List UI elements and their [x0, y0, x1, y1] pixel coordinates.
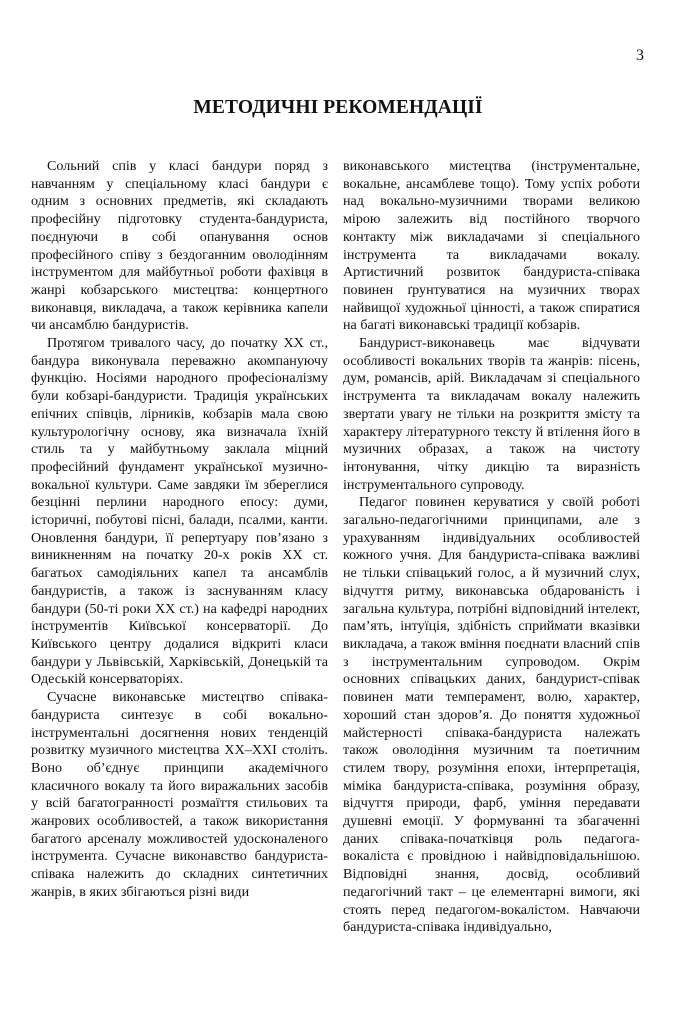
paragraph: Педагог повинен керуватися у своїй роботі загально-педагогічними принципами, але з урахуванням індивідуальних особливостей кожного учня. Для бандуриста-співака важливі не тільки співацький голос, а й музичний слух, відчуття ритму, виконавська обдарованість і загальна культура, потрібні відповідний інтелект, пам’ять, інтуїція, здібність сприймати вказівки викладача, а також вміння поєднати власний спів з інструментальним супроводом. Окрім основних співацьких даних, бандурист-співак повинен мати темперамент, волю, характер, хороший стан здоров’я. До поняття художньої майстерності співака-бандуриста належать також оволодіння музичним та поетичним стилем твору, розуміння епохи, інтерпретація, міміка бандуриста-співака, розуміння образу, відчуття природи, фарб, уміння передавати душевні емоції. У формуванні та збагаченні даних співака-початківця роль педагога-вокаліста є провідною і найвідповідальнішою. Відповідні знання, досвід, особливий педагогічний такт – це елементарні вимоги, які стоять перед педагогом-вокалістом. Навчаючи бандуриста-співака індивідуально, — [343, 494, 640, 936]
paragraph: Сучасне виконавське мистецтво співака-бандуриста синтезує в собі вокально-інструментальні досягнення нових тенденцій розвитку музичного мистецтва ХХ–ХХІ століть. Воно об’єднує принципи академічного класичного вокалу та його виражальних засобів у всій багатогранності розмаїття стильових та жанрових особливостей, а також використання багатого арсеналу можливостей удосконаленого інструмента. Сучасне виконавство бандуриста-співака належить до складних синтетичних жанрів, в яких збігаються різні види — [31, 689, 328, 900]
paragraph: Протягом тривалого часу, до початку ХХ ст., бандура виконувала переважно акомпануючу функцію. Носіями народного професіоналізму були кобзарі-бандуристи. Традиція українських епічних співців, лірників, кобзарів мала свою культурологічну основу, яка визначала їхній стиль та у майбутньому заклала міцний професійний фундамент української музично-вокальної культури. Саме завдяки їм збереглися безцінні перлини народного епосу: думи, історичні, побутові пісні, балади, псалми, канти. Оновлення бандури, її репертуару пов’язано з виникненням на початку 20-х років ХХ ст. багатьох самодіяльних капел та ансамблів бандуристів, а також із заснуванням класу бандури (50-ті роки ХХ ст.) на кафедрі народних інструментів Київської консерваторії. До Київського центру додалися відкриті класи бандури у Львівській, Харківській, Донецькій та Одеській консерваторіях. — [31, 335, 328, 688]
paragraph-continued: виконавського мистецтва (інструментальне, вокальне, ансамблеве тощо). Тому успіх роботи над вокально-музичними творами великою мірою залежить від постійного творчого контакту між викладачами зі спеціального інструмента та викладачами вокалу. Артистичний розвиток бандуриста-співака повинен ґрунтуватися на музичних творах найвищої художньої цінності, а також спиратися на багаті виконавські традиції кобзарів. — [343, 158, 640, 334]
page-number: 3 — [636, 47, 644, 64]
paragraph: Сольний спів у класі бандури поряд з навчанням у спеціальному класі бандури є одним з основних предметів, які складають професійну підготовку студента-бандуриста, поєднуючи в собі опанування основ професійного співу з бездоганним оволодінням інструментом для майбутньої роботи фахівця в жанрі кобзарського мистецтва: концертного виконавця, викладача, а також керівника капели чи ансамблю бандуристів. — [31, 158, 328, 334]
page-title: МЕТОДИЧНІ РЕКОМЕНДАЦІЇ — [193, 97, 483, 118]
text-column-left — [31, 158, 328, 902]
paragraph: Бандурист-виконавець має відчувати особливості вокальних творів та жанрів: пісень, дум, романсів, арій. Викладачам зі спеціального інструмента та викладачам вокалу належить звертати увагу не тільки на розкриття змісту та характеру літературного тексту й втілення його в музичних образах, а також на чистоту інтонування, чітку дикцію та виразність інструментального супроводу. — [343, 335, 640, 493]
text-column-right — [343, 158, 640, 937]
